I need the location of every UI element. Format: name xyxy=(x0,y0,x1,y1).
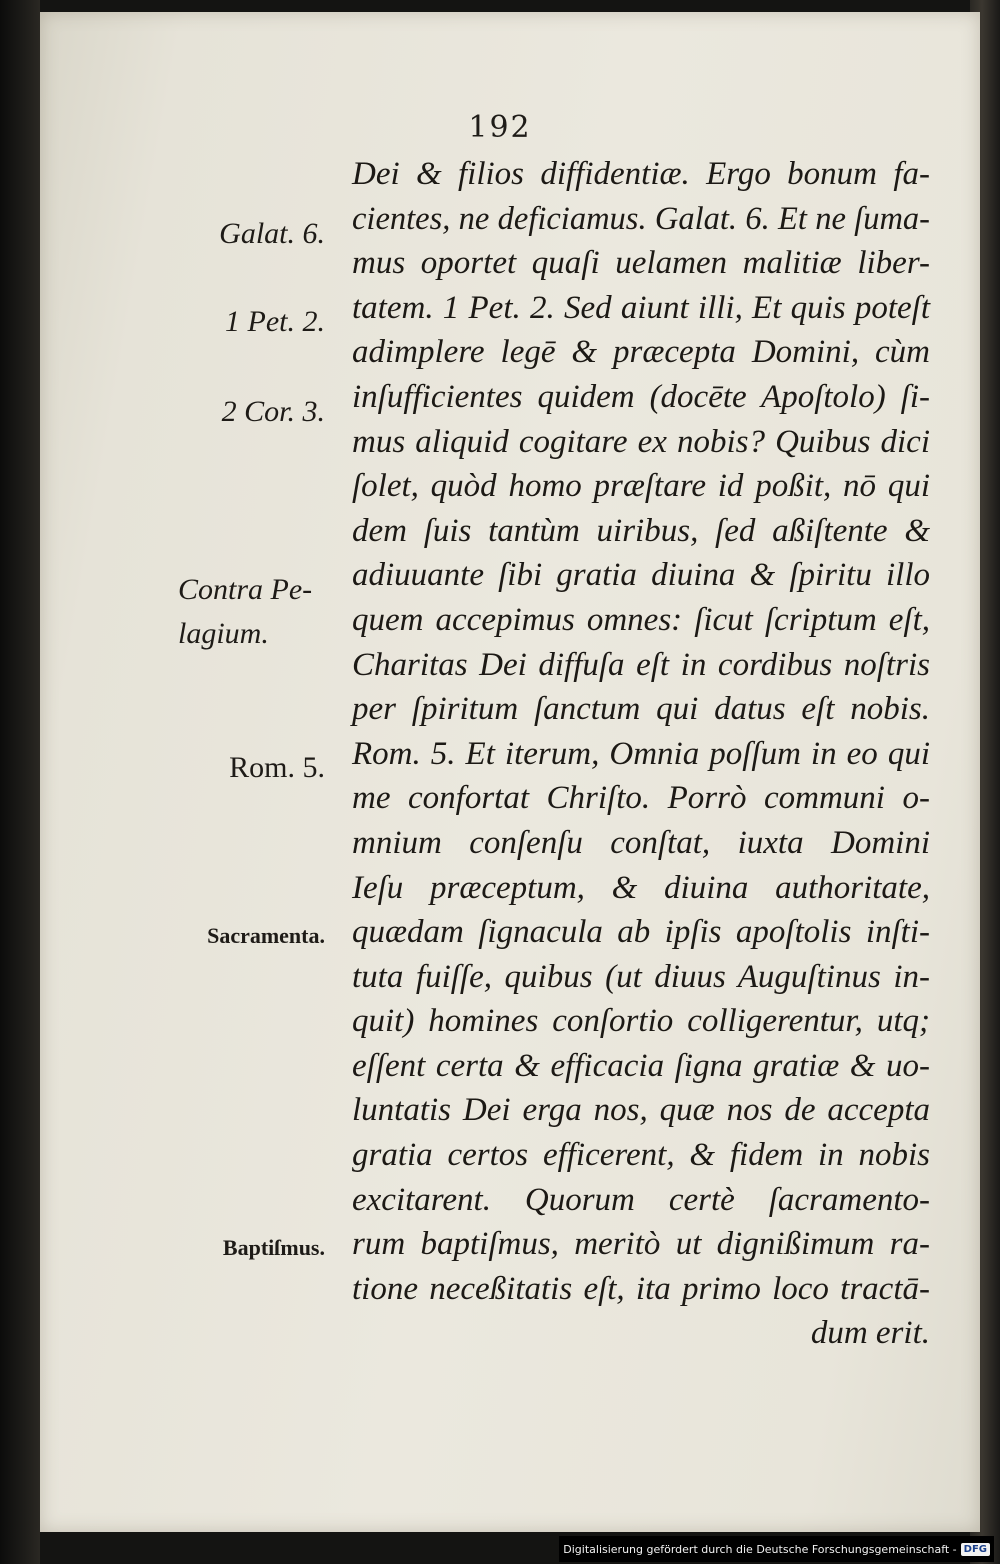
dfg-logo: DFG xyxy=(961,1543,990,1556)
margin-note-cor: 2 Cor. 3. xyxy=(221,395,325,428)
text-line: Rom. 5. Et iterum, Omnia poſſum in eo qui xyxy=(352,735,930,772)
text-line: mus aliquid cogitare ex nobis? Quibus dici xyxy=(352,423,930,460)
margin-note-rom: Rom. 5. xyxy=(229,751,325,784)
margin-note-pet: 1 Pet. 2. xyxy=(225,305,325,338)
digitization-footer xyxy=(559,1536,994,1562)
margin-note-baptismus: Baptiſmus. xyxy=(222,1235,325,1260)
footer-text: Digitalisierung gefördert durch die Deutsche Forschungsgemeinschaft - xyxy=(563,1542,957,1556)
text-line: excitarent. Quorum certè ſacramento- xyxy=(352,1181,930,1218)
book-spine xyxy=(0,0,40,1564)
text-line: inſufficientes quidem (docēte Apoſtolo) ſi- xyxy=(352,378,930,415)
text-line: eſſent certa & efficacia ſigna gratiæ & uo- xyxy=(352,1047,930,1084)
margin-note-sacramenta: Sacramenta. xyxy=(207,923,325,948)
text-line: quit) homines conſortio colligerentur, utq; xyxy=(352,1003,930,1040)
text-line: per ſpiritum ſanctum qui datus eſt nobis. xyxy=(352,691,930,728)
text-line: adiuuante ſibi gratia diuina & ſpiritu illo xyxy=(352,557,930,594)
text-line: mnium conſenſu conſtat, iuxta Domini xyxy=(352,824,930,861)
text-line: tatem. 1 Pet. 2. Sed aiunt illi, Et quis poteſt xyxy=(352,289,930,326)
text-line: dem ſuis tantùm uiribus, ſed aßiſtente & xyxy=(352,512,930,549)
text-line: Dei & filios diffidentiæ. Ergo bonum fa- xyxy=(352,156,930,192)
margin-note-galat: Galat. 6. xyxy=(219,217,325,250)
text-line: gratia certos efficerent, & fidem in nobis xyxy=(352,1137,930,1174)
text-line: luntatis Dei erga nos, quæ nos de accepta xyxy=(352,1092,930,1129)
text-line: cientes, ne deficiamus. Galat. 6. Et ne ſuma- xyxy=(352,200,930,237)
body-text xyxy=(352,152,930,1356)
text-line: rum baptiſmus, meritò ut dignißimum ra- xyxy=(352,1226,930,1263)
text-line: tuta fuiſſe, quibus (ut diuus Auguſtinus in- xyxy=(352,958,930,995)
text-line: quædam ſignacula ab ipſis apoſtolis inſti- xyxy=(352,914,930,951)
text-line: ſolet, quòd homo præſtare id poßit, nō qui xyxy=(352,468,930,505)
text-line: adimplere legē & præcepta Domini, cùm xyxy=(352,334,930,371)
text-line: mus oportet quaſi uelamen malitiæ liber- xyxy=(352,245,930,282)
text-line: tione neceßitatis eſt, ita primo loco tractā- xyxy=(352,1270,930,1307)
text-line: Charitas Dei diffuſa eſt in cordibus noſtris xyxy=(352,646,930,683)
text-line: quem accepimus omnes: ſicut ſcriptum eſt, xyxy=(352,601,930,638)
margin-note-contra-2: lagium. xyxy=(178,617,269,650)
text-line: me confortat Chriſto. Porrò communi o- xyxy=(352,780,930,817)
page-number: 192 xyxy=(468,110,532,145)
margin-note-contra-1: Contra Pe- xyxy=(178,573,313,606)
text-line: Ieſu præceptum, & diuina authoritate, xyxy=(352,869,930,906)
text-line: dum erit. xyxy=(810,1315,930,1352)
